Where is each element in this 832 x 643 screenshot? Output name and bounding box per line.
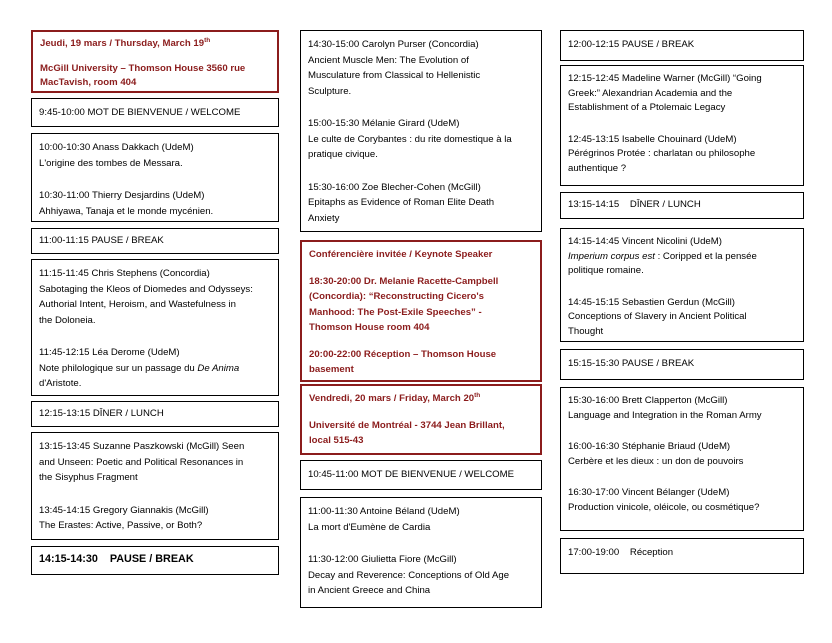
talk-title: L'origine des tombes de Messara. <box>39 157 183 169</box>
talk-time-speaker: 15:30-16:00 Brett Clapperton (McGill) <box>568 395 728 406</box>
reception-line: 20:00-22:00 Réception – Thomson House <box>309 348 497 360</box>
talk-title: Sculpture. <box>308 85 352 97</box>
thursday-pause-1 <box>31 228 279 254</box>
keynote-box <box>300 240 542 382</box>
thursday-session-2 <box>31 259 279 396</box>
talk-time-speaker: 15:30-16:00 Zoe Blecher-Cohen (McGill) <box>308 181 481 193</box>
pause-text: 12:00-12:15 PAUSE / BREAK <box>568 39 695 50</box>
thursday-session-1 <box>31 133 279 222</box>
talk-title: Cerbère et les dieux : un don de pouvoirs <box>568 455 744 467</box>
talk-title: Decay and Reverence: Conceptions of Old Age <box>308 569 510 581</box>
pause-text: 11:00-11:15 PAUSE / BREAK <box>39 235 164 246</box>
keynote-line: (Concordia): “Reconstructing Cicero's <box>309 291 484 302</box>
keynote-heading: Conférencière invitée / Keynote Speaker <box>309 249 493 260</box>
talk-time-speaker: 16:00-16:30 Stéphanie Briaud (UdeM) <box>568 441 731 452</box>
lunch-text: 13:15-14:15 DÎNER / LUNCH <box>568 199 701 210</box>
talk-time-speaker: 11:45-12:15 Léa Derome (UdeM) <box>39 347 180 358</box>
pause-text: 15:15-15:30 PAUSE / BREAK <box>568 358 695 369</box>
friday-venue-line2: local 515-43 <box>309 435 364 446</box>
friday-lunch <box>560 192 804 219</box>
talk-time-speaker: 11:30-12:00 Giulietta Fiore (McGill) <box>308 554 457 565</box>
talk-title: pratique civique. <box>308 149 378 160</box>
talk-title: and Unseen: Poetic and Political Resonances in <box>39 456 244 468</box>
talk-time-speaker: 11:15-11:45 Chris Stephens (Concordia) <box>39 268 210 279</box>
keynote-line: Manhood: The Post-Exile Speeches” - <box>309 306 482 318</box>
talk-title: Greek:” Alexandrian Academia and the <box>568 87 733 99</box>
talk-time-speaker: 10:30-11:00 Thierry Desjardins (UdeM) <box>39 190 205 201</box>
friday-welcome-text: 10:45-11:00 MOT DE BIENVENUE / WELCOME <box>308 469 514 480</box>
thursday-session-4 <box>300 30 542 232</box>
talk-title: Ancient Muscle Men: The Evolution of <box>308 54 469 66</box>
keynote-line: Thomson House room 404 <box>309 322 430 333</box>
thursday-welcome-text: 9:45-10:00 MOT DE BIENVENUE / WELCOME <box>39 107 241 118</box>
lunch-text: 12:15-13:15 DÎNER / LUNCH <box>39 408 164 419</box>
pause-text: 14:15-14:30 PAUSE / BREAK <box>39 553 194 565</box>
talk-title: The Erastes: Active, Passive, or Both? <box>39 520 203 531</box>
reception-line: basement <box>309 364 354 375</box>
friday-date: Vendredi, 20 mars / Friday, March 20th <box>309 391 481 404</box>
thursday-header <box>31 30 279 93</box>
talk-time-speaker: 14:45-15:15 Sebastien Gerdun (McGill) <box>568 296 735 308</box>
thursday-date: Jeudi, 19 mars / Thursday, March 19th <box>40 36 211 49</box>
talk-title: Epitaphs as Evidence of Roman Elite Death <box>308 197 495 208</box>
talk-time-speaker: 13:15-13:45 Suzanne Paszkowski (McGill) Seen <box>39 441 245 452</box>
friday-reception <box>560 538 804 574</box>
keynote-line: 18:30-20:00 Dr. Melanie Racette-Campbell <box>309 275 499 287</box>
talk-title: La mort d'Eumène de Cardia <box>308 521 431 533</box>
friday-welcome <box>300 460 542 490</box>
talk-time-speaker: 11:00-11:30 Antoine Béland (UdeM) <box>308 506 460 517</box>
friday-session-4 <box>560 387 804 531</box>
friday-header <box>300 384 542 455</box>
talk-time-speaker: 12:15-12:45 Madeline Warner (McGill) “Going <box>568 73 762 84</box>
thursday-session-3 <box>31 432 279 540</box>
talk-title: authentique ? <box>568 162 627 174</box>
friday-pause-2 <box>560 349 804 380</box>
talk-time-speaker: 16:30-17:00 Vincent Bélanger (UdeM) <box>568 487 730 498</box>
talk-title: Sabotaging the Kleos of Diomedes and Odysseys: <box>39 283 253 295</box>
friday-venue-line1: Université de Montréal - 3744 Jean Brillant, <box>309 419 505 431</box>
talk-title: Language and Integration in the Roman Army <box>568 409 762 421</box>
talk-title: Establishment of a Ptolemaic Legacy <box>568 102 726 113</box>
talk-title: Authorial Intent, Heroism, and Wastefulness in <box>39 299 236 310</box>
talk-title: Thought <box>568 325 604 337</box>
talk-time-speaker: 13:45-14:15 Gregory Giannakis (McGill) <box>39 504 209 516</box>
talk-title: Le culte de Corybantes : du rite domestique à la <box>308 133 512 145</box>
talk-title: Imperium corpus est : Coripped et la pensée <box>568 250 757 262</box>
talk-title: Musculature from Classical to Hellenistic <box>308 70 481 81</box>
talk-title: the Sisyphus Fragment <box>39 472 138 483</box>
talk-time-speaker: 14:30-15:00 Carolyn Purser (Concordia) <box>308 39 479 50</box>
thursday-venue-line2: MacTavish, room 404 <box>40 77 137 88</box>
reception-text: 17:00-19:00 Réception <box>568 547 674 558</box>
talk-title: Production vinicole, oléicole, ou cosmétique? <box>568 501 760 513</box>
talk-time-speaker: 14:15-14:45 Vincent Nicolini (UdeM) <box>568 236 722 247</box>
talk-title: Conceptions of Slavery in Ancient Political <box>568 311 747 322</box>
thursday-welcome <box>31 98 279 127</box>
talk-title: the Doloneia. <box>39 314 96 326</box>
talk-title: d'Aristote. <box>39 378 82 389</box>
talk-title: politique romaine. <box>568 265 644 276</box>
friday-session-3 <box>560 228 804 342</box>
talk-title: Ahhiyawa, Tanaja et le monde mycénien. <box>39 205 214 217</box>
talk-time-speaker: 10:00-10:30 Anass Dakkach (UdeM) <box>39 142 194 153</box>
thursday-lunch <box>31 401 279 427</box>
talk-time-speaker: 15:00-15:30 Mélanie Girard (UdeM) <box>308 118 460 129</box>
friday-session-1 <box>300 497 542 608</box>
talk-title: Anxiety <box>308 212 340 224</box>
talk-title: Pérégrinos Protée : charlatan ou philosophe <box>568 148 756 159</box>
talk-title: in Ancient Greece and China <box>308 585 431 596</box>
friday-pause-1 <box>560 30 804 61</box>
talk-title: Note philologique sur un passage du De Anima <box>39 362 240 374</box>
thursday-pause-2 <box>31 546 279 575</box>
thursday-venue-line1: McGill University – Thomson House 3560 rue <box>40 63 246 74</box>
friday-session-2 <box>560 65 804 186</box>
talk-time-speaker: 12:45-13:15 Isabelle Chouinard (UdeM) <box>568 133 737 145</box>
